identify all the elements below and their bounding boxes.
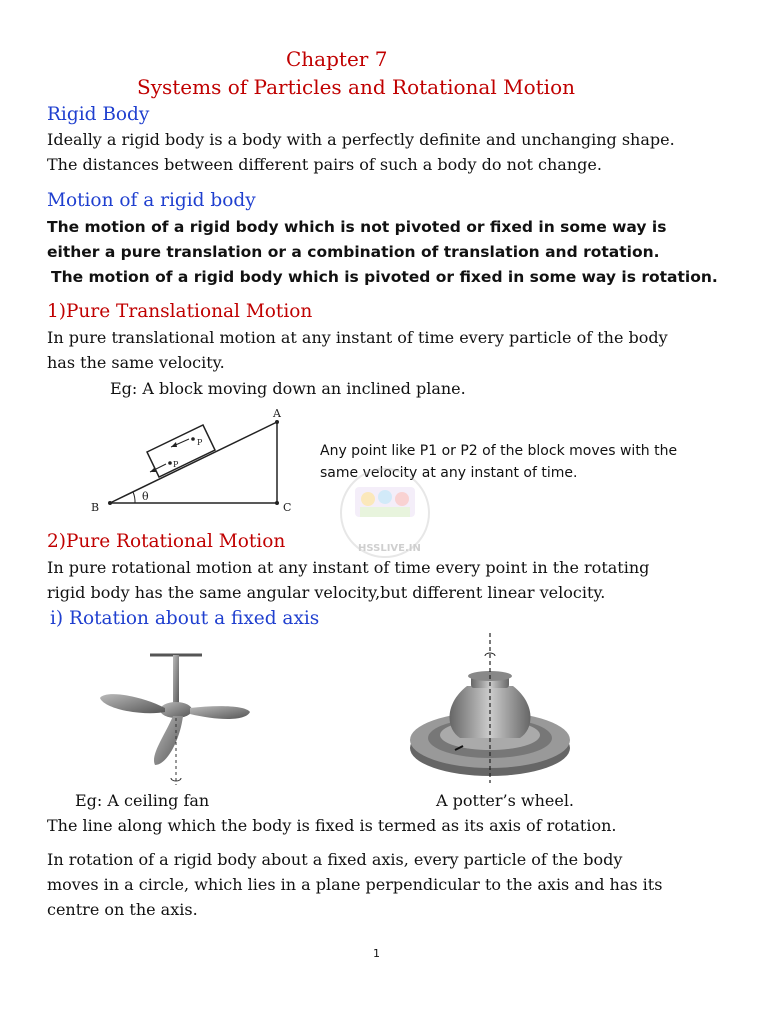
wheel-caption: A potter’s wheel.: [436, 791, 575, 810]
label-c: C: [283, 501, 292, 514]
rigid-body-heading: Rigid Body: [47, 104, 150, 125]
label-b: B: [91, 501, 100, 514]
translational-note-line-1: Any point like P1 or P2 of the block moves with the: [320, 443, 678, 459]
rotational-line-1: In pure rotational motion at any instant of time every point in the rotating: [47, 558, 650, 577]
label-theta: θ: [142, 490, 149, 503]
translational-example: Eg: A block moving down an inclined plane.: [110, 379, 466, 398]
translational-line-2: has the same velocity.: [47, 353, 225, 372]
motion-line-1: The motion of a rigid body which is not pivoted or fixed in some way is: [47, 218, 667, 236]
translational-heading: 1)Pure Translational Motion: [47, 301, 313, 322]
watermark-text: HSSLIVE.IN: [358, 543, 421, 554]
motion-line-3: The motion of a rigid body which is pivoted or fixed in some way is rotation.: [51, 268, 718, 286]
fixed-axis-paragraph-line-1: In rotation of a rigid body about a fixed axis, every particle of the body: [47, 850, 623, 869]
rotational-line-2: rigid body has the same angular velocity,but different linear velocity.: [47, 583, 606, 602]
axis-definition: The line along which the body is fixed is termed as its axis of rotation.: [47, 816, 617, 835]
motion-heading: Motion of a rigid body: [47, 190, 256, 211]
ceiling-fan-figure: [95, 650, 275, 790]
page-number: 1: [373, 947, 380, 960]
page-title: Systems of Particles and Rotational Motion: [137, 75, 575, 99]
rigid-body-line-2: The distances between different pairs of such a body do not change.: [47, 155, 602, 174]
label-p2: P: [197, 438, 203, 447]
rotational-heading: 2)Pure Rotational Motion: [47, 531, 286, 552]
fixed-axis-paragraph-line-3: centre on the axis.: [47, 900, 198, 919]
translational-line-1: In pure translational motion at any instant of time every particle of the body: [47, 328, 668, 347]
fixed-axis-paragraph-line-2: moves in a circle, which lies in a plane perpendicular to the axis and has its: [47, 875, 663, 894]
translational-note-line-2: same velocity at any instant of time.: [320, 465, 578, 481]
fixed-axis-heading: i) Rotation about a fixed axis: [50, 608, 320, 629]
label-p1: P: [173, 460, 179, 469]
potters-wheel-figure: [405, 628, 580, 788]
rigid-body-line-1: Ideally a rigid body is a body with a perfectly definite and unchanging shape.: [47, 130, 675, 149]
inclined-plane-figure: [85, 405, 300, 515]
motion-line-2: either a pure translation or a combination of translation and rotation.: [47, 243, 660, 261]
label-a: A: [273, 407, 281, 420]
chapter-number: Chapter 7: [286, 47, 388, 71]
fan-caption: Eg: A ceiling fan: [75, 791, 210, 810]
